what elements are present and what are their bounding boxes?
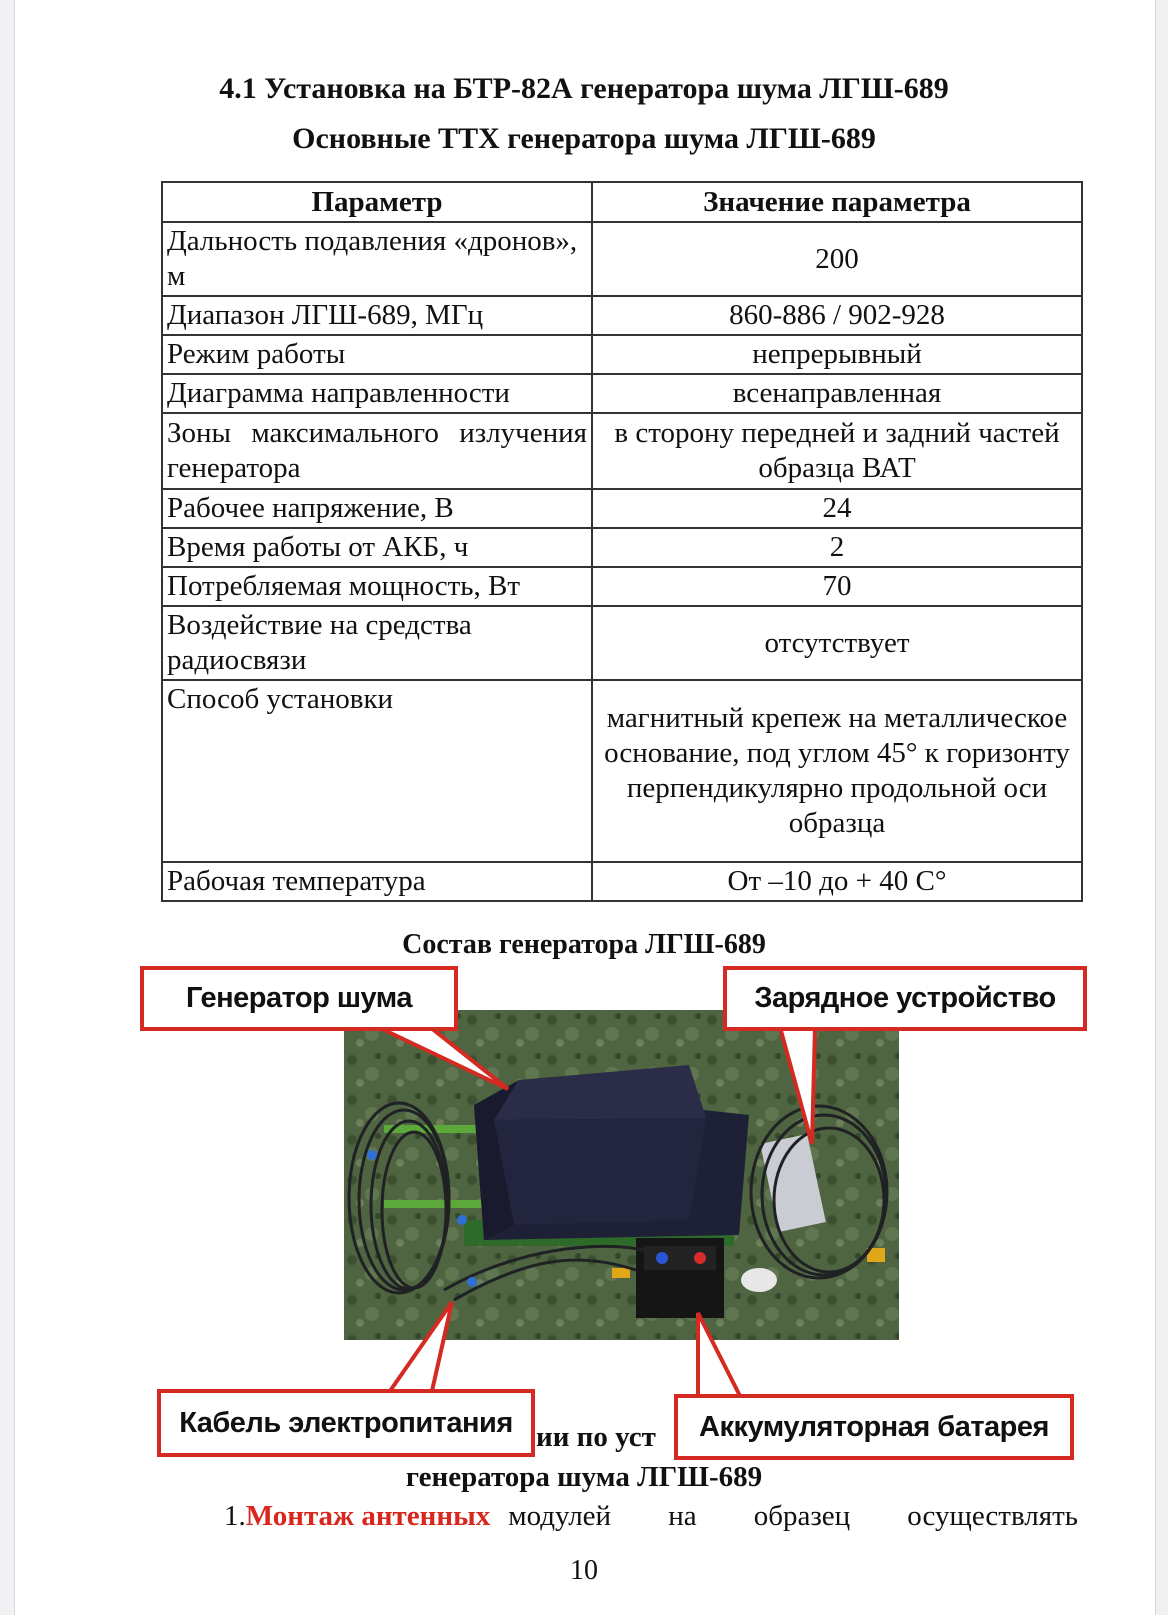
value-cell: 2 bbox=[592, 528, 1082, 567]
table-header-row bbox=[162, 182, 1082, 222]
instructions-title: генератора шума ЛГШ-689 bbox=[405, 1461, 763, 1493]
callout-charger: Зарядное устройство bbox=[723, 966, 1087, 1031]
value-cell: 200 bbox=[592, 222, 1082, 296]
specs-table-title: Основные ТТХ генератора шума ЛГШ-689 bbox=[292, 122, 876, 155]
table-row bbox=[162, 489, 1082, 528]
value-cell: непрерывный bbox=[592, 335, 1082, 374]
item-number: 1. bbox=[224, 1500, 246, 1532]
section-heading: 4.1 Установка на БТР-82А генератора шума ЛГШ-689 bbox=[219, 72, 949, 105]
value-cell: От –10 до + 40 С° bbox=[592, 862, 1082, 901]
callout-noise-generator: Генератор шума bbox=[140, 966, 458, 1031]
value-cell: в сторону передней и задний частей образца ВАТ bbox=[592, 413, 1082, 489]
param-cell: Время работы от АКБ, ч bbox=[162, 528, 592, 567]
table-row bbox=[162, 680, 1082, 862]
param-cell: Воздействие на средства радиосвязи bbox=[162, 606, 592, 680]
value-cell: 24 bbox=[592, 489, 1082, 528]
value-cell: 860-886 / 902-928 bbox=[592, 296, 1082, 335]
instruction-item-1 bbox=[224, 1500, 1078, 1533]
value-cell: отсутствует bbox=[592, 606, 1082, 680]
value-cell: всенаправленная bbox=[592, 374, 1082, 413]
value-cell: магнитный крепеж на металлическое основание, под углом 45° к горизонту перпендикулярно продольной оси образца bbox=[592, 680, 1082, 862]
param-cell: Способ установки bbox=[162, 680, 592, 862]
instructions-title-partial: ии по уст bbox=[536, 1421, 656, 1453]
column-header-parameter: Параметр bbox=[162, 182, 592, 222]
table-row bbox=[162, 222, 1082, 296]
table-row bbox=[162, 335, 1082, 374]
param-cell: Зоны максимального излучения генератора bbox=[162, 413, 592, 489]
product-photo bbox=[344, 1010, 899, 1340]
param-cell: Диаграмма направленности bbox=[162, 374, 592, 413]
param-cell: Дальность подавления «дронов», м bbox=[162, 222, 592, 296]
param-cell: Рабочая температура bbox=[162, 862, 592, 901]
table-row bbox=[162, 606, 1082, 680]
composition-title: Состав генератора ЛГШ-689 bbox=[402, 929, 766, 960]
table-row bbox=[162, 567, 1082, 606]
page-number: 10 bbox=[570, 1555, 598, 1586]
param-cell: Режим работы bbox=[162, 335, 592, 374]
column-header-value: Значение параметра bbox=[592, 182, 1082, 222]
highlighted-text: Монтаж антенных bbox=[245, 1500, 491, 1532]
table-row bbox=[162, 413, 1082, 489]
table-row bbox=[162, 528, 1082, 567]
item-text: модулей на образец осуществлять bbox=[508, 1500, 1078, 1532]
callout-battery: Аккумуляторная батарея bbox=[674, 1394, 1074, 1460]
generator-kit-image bbox=[344, 1010, 899, 1340]
callout-power-cable: Кабель электропитания bbox=[157, 1389, 535, 1457]
param-cell: Диапазон ЛГШ-689, МГц bbox=[162, 296, 592, 335]
specs-table bbox=[161, 181, 1083, 902]
table-row bbox=[162, 862, 1082, 901]
param-cell: Рабочее напряжение, В bbox=[162, 489, 592, 528]
value-cell: 70 bbox=[592, 567, 1082, 606]
table-row bbox=[162, 374, 1082, 413]
param-cell: Потребляемая мощность, Вт bbox=[162, 567, 592, 606]
table-row bbox=[162, 296, 1082, 335]
